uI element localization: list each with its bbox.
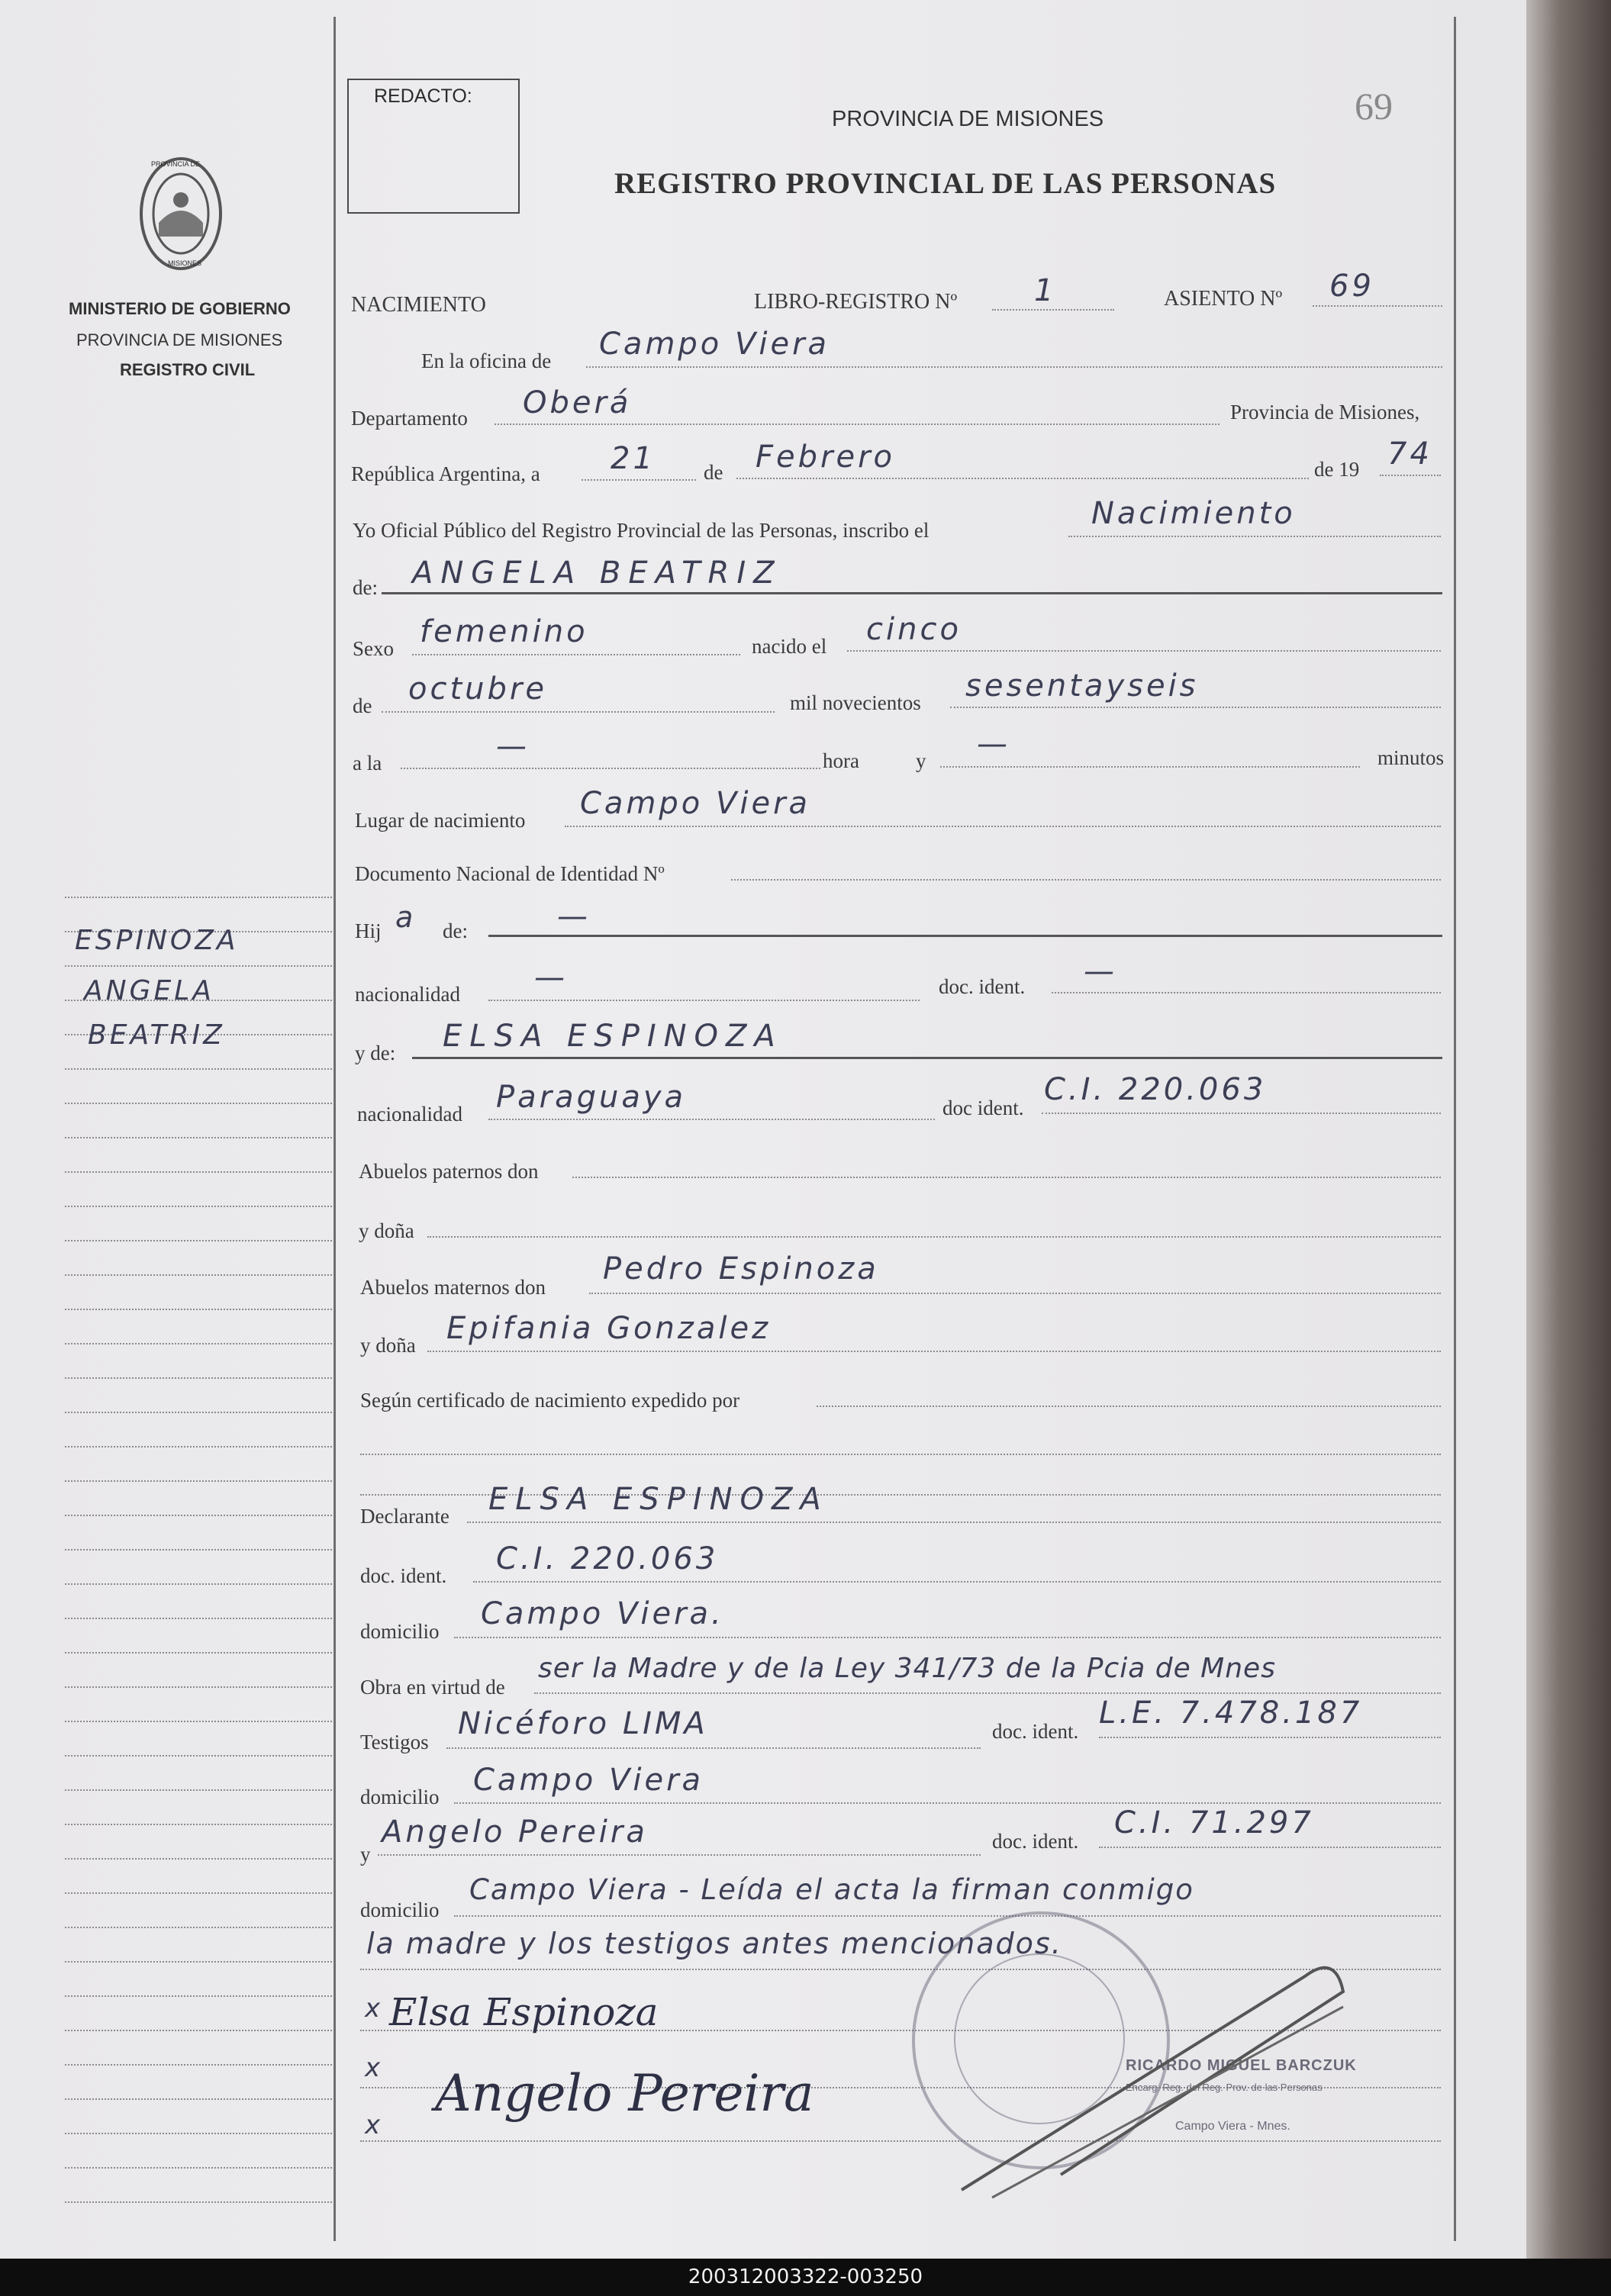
abuelos-maternos-label: Abuelos maternos don xyxy=(360,1276,546,1299)
signature-mark-1: x xyxy=(365,1993,384,2024)
hora-value: — xyxy=(496,729,530,764)
mil-label: mil novecientos xyxy=(790,691,921,714)
dia-value: 21 xyxy=(611,441,656,476)
inscribo-line xyxy=(1068,536,1441,537)
sexo-value: femenino xyxy=(420,614,588,649)
de2-label: de xyxy=(353,694,372,717)
name-line xyxy=(382,592,1442,594)
doc-t2-line xyxy=(1099,1847,1441,1848)
nacionalidad2-label: nacionalidad xyxy=(357,1103,462,1125)
dni-label: Documento Nacional de Identidad Nº xyxy=(355,862,665,885)
minutos-label: minutos xyxy=(1377,746,1445,769)
hij-label: Hij xyxy=(355,919,382,942)
de-label: de xyxy=(704,461,723,484)
official-name: RICARDO MIGUEL BARCZUK xyxy=(1126,2057,1357,2074)
inscribo-value: Nacimiento xyxy=(1091,496,1296,531)
testigo2-line xyxy=(378,1854,981,1856)
margin-name-1: ANGELA xyxy=(84,975,214,1006)
mes-value: Febrero xyxy=(756,440,895,475)
father-line xyxy=(488,935,1442,937)
anio-nac-value: sesentayseis xyxy=(965,668,1199,704)
doc-t1-value: L.E. 7.478.187 xyxy=(1099,1695,1363,1731)
nac-madre-value: Paraguaya xyxy=(496,1080,687,1115)
abuelo-mat-line xyxy=(589,1293,1441,1294)
official-signature-strokes xyxy=(946,1923,1374,2213)
abuelo-pat-line xyxy=(572,1177,1441,1178)
doc-padre-value: — xyxy=(1084,954,1117,989)
asiento-label: ASIENTO Nº xyxy=(1164,287,1283,311)
mes-nac-value: octubre xyxy=(408,671,547,707)
y2-label: y xyxy=(360,1843,371,1866)
republica-label: República Argentina, a xyxy=(351,462,540,485)
hora-line xyxy=(401,768,820,769)
departamento-value: Oberá xyxy=(523,385,632,420)
libro-line xyxy=(992,309,1114,311)
child-name: ANGELA BEATRIZ xyxy=(412,555,782,591)
image-id-bar: 200312003322-003250 xyxy=(0,2259,1611,2296)
docident-label: doc. ident. xyxy=(939,975,1026,998)
signature-mark-2: x xyxy=(365,2053,384,2083)
ministry-province: PROVINCIA DE MISIONES xyxy=(76,330,283,349)
page-edge xyxy=(1526,0,1611,2259)
libro-value: 1 xyxy=(1034,273,1057,308)
mother-signature: Elsa Espinoza xyxy=(389,1990,659,2034)
signature-mark-3: x xyxy=(365,2110,384,2140)
domicilio-label: domicilio xyxy=(360,1620,440,1643)
dom-t1-value: Campo Viera xyxy=(473,1763,704,1798)
departamento-line xyxy=(495,423,1220,425)
official-place: Campo Viera - Mnes. xyxy=(1175,2120,1290,2133)
ala-label: a la xyxy=(353,752,382,774)
minutos-value: — xyxy=(977,726,1010,762)
obra-line xyxy=(534,1692,1441,1694)
anio-value: 74 xyxy=(1387,436,1432,472)
oficina-label: En la oficina de xyxy=(421,349,552,372)
dom-t2-value: Campo Viera - Leída el acta la firman conmigo xyxy=(469,1873,1194,1906)
province-heading: PROVINCIA DE MISIONES xyxy=(832,107,1104,131)
obra-value: ser la Madre y de la Ley 341/73 de la Pcia de Mnes xyxy=(538,1653,1276,1684)
father-value: — xyxy=(557,899,591,934)
oficina-value: Campo Viera xyxy=(599,327,830,362)
nac-padre-line xyxy=(488,1000,920,1001)
seal-top-text: PROVINCIA DE xyxy=(151,160,201,168)
hij-de-label: de: xyxy=(443,919,468,942)
nacido-label: nacido el xyxy=(752,635,827,658)
nacionalidad-label: nacionalidad xyxy=(355,983,460,1006)
anio-label: de 19 xyxy=(1314,458,1360,481)
lugar-line xyxy=(565,826,1441,827)
right-border-line xyxy=(1454,17,1456,2241)
doc-madre-line xyxy=(1042,1113,1441,1114)
minutos-line xyxy=(940,766,1360,768)
segun-line xyxy=(817,1406,1441,1407)
mother-line xyxy=(412,1057,1442,1059)
ydona2-label: y doña xyxy=(360,1334,416,1357)
testigo2-value: Angelo Pereira xyxy=(382,1815,648,1850)
name-de-label: de: xyxy=(353,576,378,599)
departamento-label: Departamento xyxy=(351,407,468,430)
y-label: y xyxy=(916,749,926,772)
left-column-line xyxy=(333,17,336,2241)
witness-signature: Angelo Pereira xyxy=(435,2064,814,2123)
mes-nac-line xyxy=(382,711,775,713)
domicilio3-label: domicilio xyxy=(360,1898,440,1921)
testigo1-line xyxy=(446,1747,981,1749)
ydona1-label: y doña xyxy=(359,1219,414,1242)
margin-surname: ESPINOZA xyxy=(75,925,239,956)
declarante-value: ELSA ESPINOZA xyxy=(488,1482,829,1517)
lugar-value: Campo Viera xyxy=(580,786,811,821)
abuela-mat-value: Epifania Gonzalez xyxy=(446,1311,772,1346)
dia-line xyxy=(582,479,696,481)
abuela-mat-line xyxy=(427,1351,1441,1352)
inscribo-label: Yo Oficial Público del Registro Provincial de las Personas, inscribo el xyxy=(353,519,930,542)
oficina-line xyxy=(586,366,1442,368)
yde-label: y de: xyxy=(355,1042,396,1064)
mes-line xyxy=(736,478,1309,479)
segun-label: Según certificado de nacimiento expedido por xyxy=(360,1389,740,1412)
abuela-pat-line xyxy=(427,1236,1441,1238)
dom-t1-line xyxy=(454,1802,1441,1804)
segun-line-2 xyxy=(360,1454,1441,1455)
doc-madre-value: C.I. 220.063 xyxy=(1044,1072,1267,1107)
testigo1-value: Nicéforo LIMA xyxy=(458,1706,708,1741)
anio-line xyxy=(1380,475,1441,476)
asiento-line xyxy=(1313,305,1442,307)
dni-line xyxy=(731,879,1441,881)
docident2-label: doc ident. xyxy=(942,1096,1024,1119)
domicilio2-label: domicilio xyxy=(360,1786,440,1808)
domicilio-value: Campo Viera. xyxy=(481,1596,724,1631)
docident5-label: doc. ident. xyxy=(992,1830,1079,1853)
doc-t2-value: C.I. 71.297 xyxy=(1114,1805,1314,1840)
doc-t1-line xyxy=(1099,1737,1441,1738)
margin-name-2: BEATRIZ xyxy=(88,1019,225,1051)
page-number: 69 xyxy=(1355,85,1393,127)
obra-label: Obra en virtud de xyxy=(360,1676,505,1699)
redacto-label: REDACTO: xyxy=(374,85,472,107)
docident4-label: doc. ident. xyxy=(992,1720,1079,1743)
doc-padre-line xyxy=(1052,992,1441,993)
doc-decl-value: C.I. 220.063 xyxy=(496,1541,719,1576)
asiento-value: 69 xyxy=(1329,269,1374,304)
ministry-registry: REGISTRO CIVIL xyxy=(120,360,256,379)
docident3-label: doc. ident. xyxy=(360,1564,447,1587)
domicilio-line xyxy=(454,1637,1441,1638)
anio-nac-line xyxy=(950,707,1441,708)
declarante-line xyxy=(467,1522,1441,1523)
seal-bottom-text: MISIONES xyxy=(168,259,202,267)
official-title: Encarg. Reg. del Reg. Prov. de las Personas xyxy=(1126,2082,1323,2093)
lugar-label: Lugar de nacimiento xyxy=(355,809,526,832)
record-type-label: NACIMIENTO xyxy=(351,293,486,317)
dom-t2-line xyxy=(454,1915,1441,1917)
nacido-value: cinco xyxy=(866,612,962,647)
registry-title: REGISTRO PROVINCIAL DE LAS PERSONAS xyxy=(614,167,1277,200)
provincial-seal xyxy=(136,153,226,275)
testigos-label: Testigos xyxy=(360,1731,429,1753)
sexo-label: Sexo xyxy=(353,637,394,660)
sexo-line xyxy=(412,654,740,655)
doc-decl-line xyxy=(473,1581,1441,1583)
provincia-label: Provincia de Misiones, xyxy=(1230,401,1420,423)
hij-suffix: a xyxy=(395,900,417,934)
nacido-line xyxy=(847,650,1441,652)
libro-label: LIBRO-REGISTRO Nº xyxy=(754,290,958,314)
abuelo-mat-value: Pedro Espinoza xyxy=(603,1251,879,1286)
nac-padre-value: — xyxy=(534,960,568,995)
mother-value: ELSA ESPINOZA xyxy=(443,1019,783,1054)
ministry-title: MINISTERIO DE GOBIERNO xyxy=(69,299,291,318)
nac-madre-line xyxy=(488,1119,935,1120)
hora-label: hora xyxy=(823,749,859,772)
abuelos-paternos-label: Abuelos paternos don xyxy=(359,1160,539,1183)
closing-text: la madre y los testigos antes mencionados. xyxy=(366,1927,1062,1960)
declarante-label: Declarante xyxy=(360,1505,449,1528)
